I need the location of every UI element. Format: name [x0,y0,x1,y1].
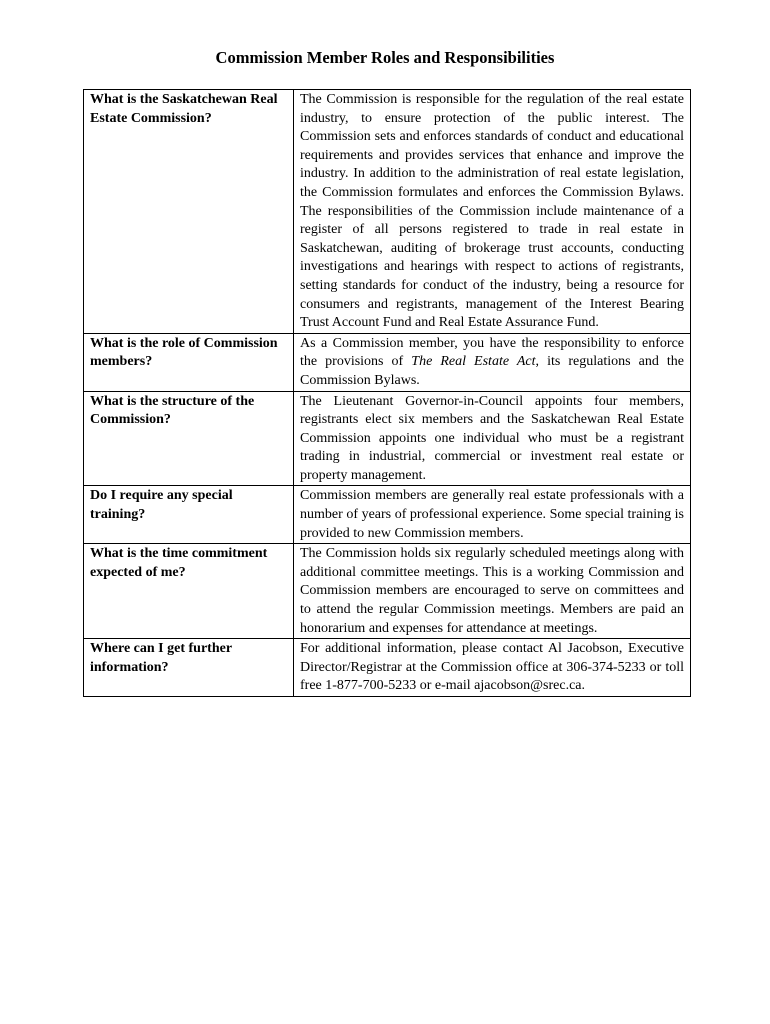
answer-text: , its regulations and the Commission Bylaws. [300,354,684,388]
question-cell: What is the time commitment expected of me? [84,544,294,639]
table-row [84,486,691,544]
answer-cell: Commission members are generally real estate professionals with a number of years of professional experience. Some special training is provided to new Commission members. [294,486,691,544]
table-row [84,639,691,697]
answer-cell: The Commission holds six regularly scheduled meetings along with additional committee meetings. This is a working Commission and Commission members are encouraged to serve on committees and to attend the regular Commission meetings. Members are paid an honorarium and expenses for attendance at meetings. [294,544,691,639]
table-row [84,90,691,334]
question-cell: What is the Saskatchewan Real Estate Commission? [84,90,294,334]
page-title: Commission Member Roles and Responsibilities [215,48,555,67]
question-cell: What is the structure of the Commission? [84,391,294,486]
act-title: The Real Estate Act [411,354,536,370]
answer-cell: The Commission is responsible for the regulation of the real estate industry, to ensure protection of the public interest. The Commission sets and enforces standards of conduct and educational requirements and provides services that enhance and improve the industry. In addition to the administration of real estate legislation, the Commission formulates and enforces the Commission Bylaws. The responsibilities of the Commission include maintenance of a register of all persons registered to trade in real estate in Saskatchewan, auditing of brokerage trust accounts, conducting investigations and hearings with respect to actions of registrants, setting standards for conduct of the industry, being a resource for consumers and registrants, management of the Interest Bearing Trust Account Fund and Real Estate Assurance Fund. [294,90,691,334]
answer-text: As a Commission member, you have the responsibility to enforce the provisions of [300,335,684,370]
question-cell: What is the role of Commission members? [84,333,294,391]
answer-cell: The Lieutenant Governor-in-Council appoints four members, registrants elect six members and the Saskatchewan Real Estate Commission appoints one individual who must be a registrant trading in industrial, commercial or investment real estate or property management. [294,391,691,486]
question-cell: Where can I get further information? [84,639,294,697]
faq-table [83,89,691,697]
table-row [84,333,691,391]
table-row [84,391,691,486]
answer-cell [294,333,691,391]
table-row [84,544,691,639]
answer-cell: For additional information, please contact Al Jacobson, Executive Director/Registrar at the Commission office at 306-374-5233 or toll free 1-877-700-5233 or e-mail ajacobson@srec.ca. [294,639,691,697]
question-cell: Do I require any special training? [84,486,294,544]
